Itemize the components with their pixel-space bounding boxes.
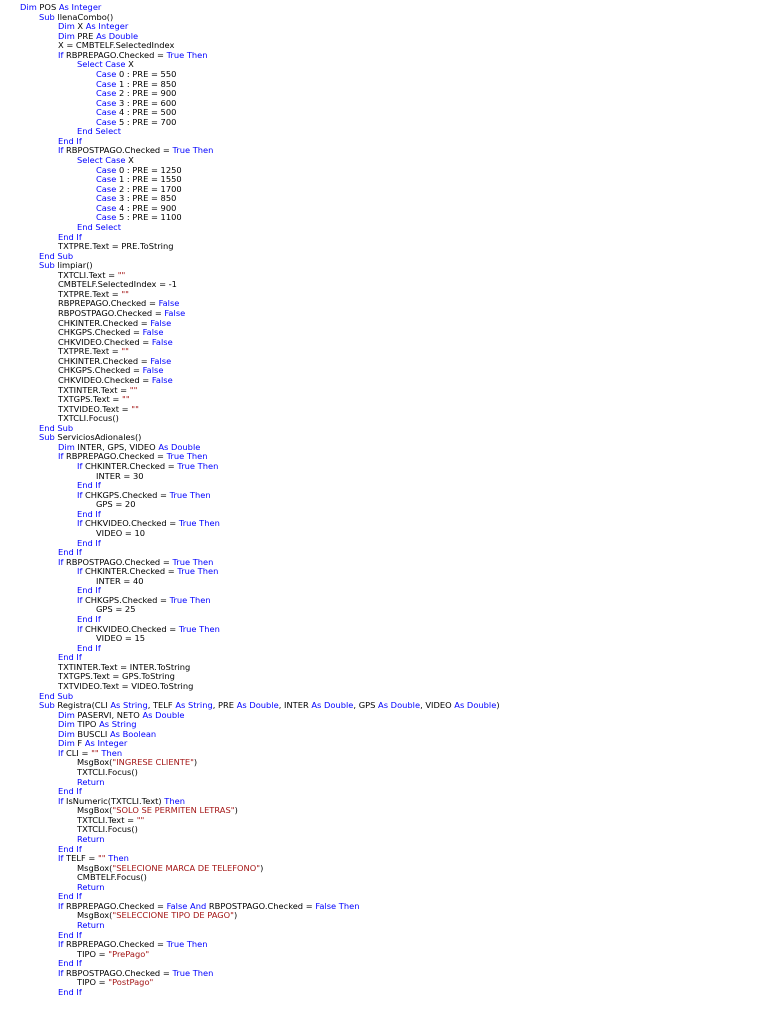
keyword-token: End If	[58, 231, 82, 242]
code-text: F	[74, 738, 85, 749]
keyword-token: If	[77, 518, 83, 529]
keyword-token: Sub	[39, 11, 55, 22]
code-text: TXTPRE.Text = PRE.ToString	[58, 241, 174, 252]
code-line	[20, 921, 768, 931]
code-text: ServiciosAdionales()	[54, 432, 142, 443]
code-line	[20, 605, 768, 615]
string-token: ""	[121, 288, 129, 299]
keyword-token: End If	[77, 614, 101, 624]
keyword-token: True Then	[166, 939, 208, 950]
code-text: TXTPRE.Text =	[58, 346, 122, 357]
code-text: 3 : PRE = 600	[116, 97, 177, 108]
code-line	[20, 338, 768, 348]
keyword-token: Case	[96, 193, 117, 204]
code-text: CHKGPS.Checked =	[58, 327, 143, 338]
keyword-token: End Sub	[39, 690, 74, 701]
code-text: TXTCLI.Text =	[77, 814, 137, 825]
code-line	[20, 472, 768, 482]
code-text: TXTVIDEO.Text =	[58, 403, 132, 414]
code-text: POS	[36, 2, 59, 12]
keyword-token: Case	[96, 212, 117, 223]
code-text: 1 : PRE = 1550	[116, 174, 182, 185]
keyword-token: As Double	[158, 441, 201, 452]
code-text: GPS = 25	[96, 604, 136, 615]
keyword-token: Sub	[39, 432, 55, 443]
code-text: CHKVIDEO.Checked =	[82, 623, 179, 634]
code-line	[20, 386, 768, 396]
code-line	[20, 3, 768, 13]
string-token: "SELECCIONE TIPO DE PAGO"	[112, 910, 234, 921]
keyword-token: Sub	[39, 260, 55, 271]
code-line	[20, 873, 768, 883]
code-text: CHKGPS.Checked =	[82, 489, 170, 500]
code-text: TXTCLI.Focus()	[77, 824, 138, 835]
code-text: RBPREPAGO.Checked =	[63, 939, 167, 950]
code-text: RBPREPAGO.Checked =	[63, 900, 167, 911]
keyword-token: End If	[58, 843, 82, 854]
code-text: X	[125, 59, 134, 70]
code-text: RBPREPAGO.Checked =	[63, 451, 167, 462]
keyword-token: If	[77, 566, 83, 577]
code-line	[20, 950, 768, 960]
keyword-token: False	[150, 317, 172, 328]
code-text: CMBTELF.SelectedIndex = -1	[58, 279, 177, 290]
keyword-token: True Then	[172, 556, 214, 567]
code-line	[20, 529, 768, 539]
keyword-token: Case	[96, 116, 117, 127]
keyword-token: Case	[96, 78, 117, 89]
code-text: )	[234, 805, 238, 816]
code-text: RBPOSTPAGO.Checked =	[63, 967, 173, 978]
code-text: CHKINTER.Checked =	[82, 566, 178, 577]
code-text: RBPOSTPAGO.Checked =	[58, 308, 165, 318]
code-line	[20, 644, 768, 654]
keyword-token: Case	[96, 68, 117, 79]
keyword-token: If	[58, 145, 64, 156]
keyword-token: Case	[96, 202, 117, 213]
code-text: 0 : PRE = 1250	[116, 164, 182, 175]
keyword-token: If	[58, 900, 64, 911]
code-text: GPS = 20	[96, 499, 136, 510]
keyword-token: False	[158, 298, 180, 309]
code-text: , VIDEO	[420, 700, 455, 711]
code-text: MsgBox(	[77, 805, 113, 816]
code-text: 1 : PRE = 850	[116, 78, 177, 89]
code-line	[20, 634, 768, 644]
code-line	[20, 242, 768, 252]
keyword-token: If	[77, 461, 83, 471]
code-text: TXTVIDEO.Text = VIDEO.ToString	[58, 680, 194, 691]
string-token: ""	[97, 853, 106, 864]
keyword-token: End If	[77, 585, 101, 596]
keyword-token: Case	[96, 164, 117, 175]
code-line	[20, 252, 768, 262]
string-token: "PostPago"	[108, 977, 154, 988]
keyword-token: Sub	[39, 700, 55, 711]
keyword-token: Dim	[58, 728, 75, 739]
keyword-token: Then	[101, 747, 123, 758]
code-text: , INTER	[278, 700, 312, 711]
code-line	[20, 261, 768, 271]
keyword-token: Case	[96, 183, 117, 194]
code-text: BUSCLI	[74, 728, 110, 739]
code-line	[20, 127, 768, 137]
code-text: )	[234, 910, 238, 921]
code-text: , TELF	[147, 700, 176, 711]
keyword-token: False	[151, 374, 173, 385]
code-text: PASERVI, NETO	[74, 709, 143, 720]
code-line	[20, 682, 768, 692]
keyword-token: End If	[58, 135, 82, 146]
code-line	[20, 13, 768, 23]
keyword-token: Dim	[58, 21, 75, 32]
keyword-token: As Integer	[84, 738, 128, 749]
keyword-token: If	[58, 451, 64, 462]
keyword-token: Dim	[58, 709, 75, 720]
keyword-token: Then	[108, 853, 129, 864]
code-text: TXTGPS.Text =	[58, 394, 123, 405]
code-text: TIPO	[74, 719, 100, 730]
keyword-token: If	[58, 967, 64, 978]
code-line	[20, 405, 768, 415]
keyword-token: True Then	[169, 594, 211, 605]
keyword-token: True Then	[172, 145, 214, 156]
code-listing	[20, 3, 768, 1024]
code-text: CHKVIDEO.Checked =	[82, 518, 179, 529]
code-text: VIDEO = 15	[96, 633, 146, 644]
code-line	[20, 213, 768, 223]
code-text: )	[496, 700, 500, 711]
code-line	[20, 883, 768, 893]
keyword-token: True Then	[178, 518, 220, 529]
code-text: 4 : PRE = 500	[116, 107, 177, 118]
keyword-token: If	[58, 853, 64, 864]
code-text: , PRE	[212, 700, 237, 711]
keyword-token: End If	[77, 642, 101, 653]
code-text: TXTCLI.Text =	[58, 269, 118, 280]
code-text: CHKGPS.Checked =	[58, 365, 143, 376]
keyword-token: End Sub	[39, 250, 74, 261]
keyword-token: Then	[164, 795, 185, 806]
keyword-token: False	[151, 336, 173, 347]
keyword-token: If	[58, 556, 64, 567]
keyword-token: If	[58, 747, 64, 758]
keyword-token: True Then	[166, 451, 208, 462]
code-text: VIDEO = 10	[96, 527, 146, 538]
keyword-token: Select Case	[77, 155, 126, 165]
keyword-token: End If	[58, 547, 82, 558]
code-line	[20, 500, 768, 510]
keyword-token: As Integer	[85, 21, 129, 32]
keyword-token: As String	[175, 700, 213, 711]
keyword-token: End Select	[77, 126, 122, 137]
code-line	[20, 978, 768, 988]
code-text: CHKGPS.Checked =	[82, 594, 170, 605]
code-line	[20, 835, 768, 845]
keyword-token: As Double	[378, 700, 421, 711]
string-token: ""	[131, 403, 139, 414]
keyword-token: As Double	[236, 700, 279, 711]
keyword-token: Select Case	[77, 59, 126, 70]
keyword-token: End If	[77, 480, 101, 491]
code-text: X	[74, 21, 86, 32]
code-text: 5 : PRE = 700	[116, 116, 177, 127]
keyword-token: If	[77, 489, 83, 500]
code-line	[20, 739, 768, 749]
keyword-token: Case	[96, 107, 117, 118]
keyword-token: As Integer	[58, 2, 102, 12]
code-text: TIPO =	[77, 977, 109, 988]
code-text: TXTCLI.Focus()	[77, 767, 138, 777]
keyword-token: Return	[77, 776, 105, 787]
keyword-token: As String	[110, 700, 148, 711]
code-text: RBPREPAGO.Checked =	[58, 298, 159, 309]
keyword-token: Case	[96, 174, 117, 185]
code-text: 5 : PRE = 1100	[116, 212, 182, 223]
keyword-token: Return	[77, 833, 105, 844]
keyword-token: False	[164, 308, 186, 318]
code-text: 4 : PRE = 900	[116, 202, 177, 213]
code-text: llenaCombo()	[54, 11, 114, 22]
code-line	[20, 414, 768, 424]
string-token: ""	[91, 747, 99, 758]
string-token: ""	[136, 814, 145, 825]
keyword-token: End Sub	[39, 422, 74, 433]
code-text: TELF =	[63, 853, 98, 864]
code-text: TXTCLI.Focus()	[58, 413, 119, 424]
keyword-token: Dim	[58, 719, 75, 730]
keyword-token: True Then	[169, 489, 211, 500]
keyword-token: If	[58, 49, 64, 60]
code-text: CHKVIDEO.Checked =	[58, 336, 152, 347]
string-token: ""	[122, 394, 130, 405]
code-text: TXTINTER.Text =	[58, 384, 130, 395]
code-text: 0 : PRE = 550	[116, 68, 177, 79]
keyword-token: True Then	[166, 49, 208, 60]
code-text: RBPOSTPAGO.Checked =	[63, 556, 173, 567]
keyword-token: Dim	[58, 30, 75, 41]
code-text: RBPOSTPAGO.Checked =	[63, 145, 173, 156]
keyword-token: As Boolean	[109, 728, 157, 739]
keyword-token: End If	[77, 537, 101, 548]
code-line	[20, 539, 768, 549]
code-text: TXTGPS.Text = GPS.ToString	[58, 671, 175, 682]
string-token: "INGRESE CLIENTE"	[112, 757, 194, 768]
code-text: 3 : PRE = 850	[116, 193, 177, 204]
string-token: "PrePago"	[108, 948, 150, 959]
keyword-token: If	[58, 795, 64, 806]
code-text: IsNumeric(TXTCLI.Text)	[63, 795, 165, 806]
code-text: TIPO =	[77, 948, 109, 959]
keyword-token: True Then	[178, 623, 220, 634]
code-text: CLI =	[63, 747, 92, 758]
keyword-token: False And	[166, 900, 207, 911]
code-text: CMBTELF.Focus()	[77, 872, 147, 883]
keyword-token: End If	[58, 891, 82, 902]
code-text: Registra(CLI	[54, 700, 111, 711]
code-text: INTER = 40	[96, 575, 144, 586]
keyword-token: As Double	[311, 700, 354, 711]
code-line	[20, 730, 768, 740]
code-text: CHKVIDEO.Checked =	[58, 374, 152, 385]
code-text: limpiar()	[54, 260, 93, 271]
keyword-token: End If	[77, 508, 101, 519]
code-text: MsgBox(	[77, 862, 113, 873]
keyword-token: True Then	[177, 461, 219, 471]
keyword-token: End If	[58, 786, 82, 797]
string-token: ""	[129, 384, 138, 395]
code-text: TXTPRE.Text =	[58, 288, 122, 299]
keyword-token: Case	[96, 97, 117, 108]
code-line	[20, 118, 768, 128]
code-line	[20, 280, 768, 290]
keyword-token: If	[77, 623, 83, 634]
keyword-token: Return	[77, 920, 105, 930]
code-text: , GPS	[353, 700, 379, 711]
string-token: ""	[121, 346, 129, 357]
keyword-token: End If	[58, 958, 82, 969]
code-line	[20, 825, 768, 835]
keyword-token: Return	[77, 881, 105, 892]
keyword-token: False Then	[315, 900, 360, 911]
code-text: MsgBox(	[77, 757, 113, 768]
code-text: 2 : PRE = 1700	[116, 183, 182, 194]
keyword-token: False	[142, 327, 164, 338]
code-text: CHKINTER.Checked =	[58, 317, 151, 328]
keyword-token: If	[58, 939, 64, 950]
keyword-token: As Double	[142, 709, 185, 720]
string-token: "SOLO SE PERMITEN LETRAS"	[112, 805, 235, 816]
keyword-token: End If	[58, 986, 82, 997]
keyword-token: False	[142, 365, 164, 376]
code-text: )	[260, 862, 264, 873]
keyword-token: End If	[58, 929, 82, 940]
keyword-token: If	[77, 594, 83, 605]
keyword-token: End Select	[77, 221, 122, 232]
code-text: )	[193, 757, 198, 768]
keyword-token: Dim	[20, 2, 37, 12]
code-text: RBPREPAGO.Checked =	[63, 49, 167, 60]
code-text: CHKINTER.Checked =	[82, 461, 178, 471]
code-text: INTER = 30	[96, 470, 144, 481]
keyword-token: As Double	[454, 700, 497, 711]
code-text: TXTINTER.Text = INTER.ToString	[58, 661, 191, 672]
code-text: PRE	[74, 30, 97, 41]
code-line	[20, 223, 768, 233]
code-line	[20, 768, 768, 778]
keyword-token: End If	[58, 652, 82, 663]
code-line	[20, 911, 768, 921]
code-text: X	[125, 155, 134, 165]
code-text: MsgBox(	[77, 910, 113, 921]
code-line	[20, 845, 768, 855]
keyword-token: True Then	[172, 967, 214, 978]
keyword-token: As String	[99, 719, 137, 730]
code-text: CHKINTER.Checked =	[58, 355, 151, 366]
keyword-token: False	[150, 355, 172, 366]
code-text: 2 : PRE = 900	[116, 88, 177, 99]
code-text: INTER, GPS, VIDEO	[74, 441, 159, 452]
code-text: RBPOSTPAGO.Checked =	[206, 900, 316, 911]
string-token: "SELECIONE MARCA DE TELEFONO"	[112, 862, 261, 873]
keyword-token: As Double	[96, 30, 139, 41]
string-token: ""	[117, 269, 126, 280]
keyword-token: True Then	[177, 566, 219, 577]
keyword-token: Dim	[58, 441, 75, 452]
keyword-token: Dim	[58, 738, 75, 749]
code-line	[20, 778, 768, 788]
code-text: X = CMBTELF.SelectedIndex	[58, 40, 175, 51]
code-line	[20, 577, 768, 587]
code-line	[20, 988, 768, 998]
keyword-token: Case	[96, 88, 117, 99]
